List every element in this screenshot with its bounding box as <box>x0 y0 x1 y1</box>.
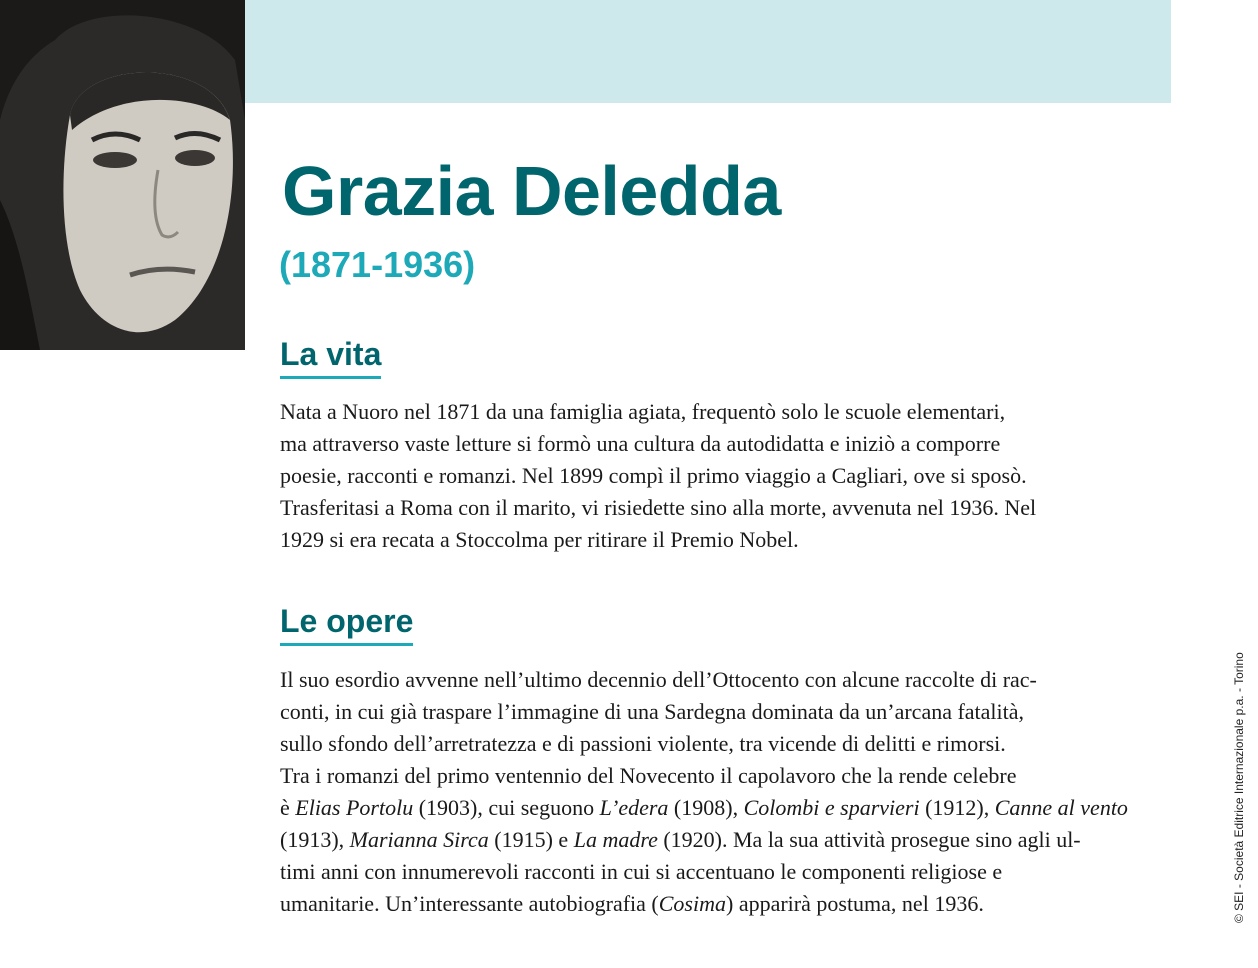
text-line <box>280 888 1171 920</box>
text-run: è <box>280 795 296 820</box>
text-run: (1913), <box>280 827 350 852</box>
portrait-image <box>0 0 245 350</box>
work-title: Colombi e sparvieri <box>743 795 920 820</box>
work-title: Elias Portolu <box>295 795 414 820</box>
work-title: Marianna Sirca <box>349 827 489 852</box>
text-line: Trasferitasi a Roma con il marito, vi risiedette sino alla morte, avvenuta nel 1936. Nel <box>280 495 1037 520</box>
work-title: La madre <box>573 827 658 852</box>
life-dates: (1871-1936) <box>279 244 476 285</box>
text-run: (1903), cui seguono <box>413 795 600 820</box>
text-run: Tra i romanzi del primo ventennio del Novecento il capolavoro che la rende celebre <box>280 763 1017 788</box>
author-portrait <box>0 0 245 350</box>
paragraph-le-opere <box>280 664 1171 920</box>
section-title-le-opere: Le opere <box>280 601 413 646</box>
text-run: conti, in cui già traspare l’immagine di una Sardegna dominata da un’arcana fatalità, <box>280 699 1025 724</box>
text-run: Il suo esordio avvenne nell’ultimo decennio dell’Ottocento con alcune raccolte di rac- <box>280 667 1037 692</box>
text-line <box>280 728 1171 760</box>
text-line <box>280 792 1171 824</box>
text-line: ma attraverso vaste letture si formò una cultura da autodidatta e iniziò a comporre <box>280 431 1001 456</box>
text-run: (1908), <box>668 795 744 820</box>
text-run: sullo sfondo dell’arretratezza e di passioni violente, tra vicende di delitti e rimorsi. <box>280 731 1006 756</box>
text-line <box>280 856 1171 888</box>
text-line <box>280 824 1171 856</box>
text-run: (1920). Ma la sua attività prosegue sino agli ul- <box>657 827 1081 852</box>
text-line <box>280 664 1171 696</box>
work-title: L’edera <box>599 795 669 820</box>
copyright-notice: © SEI - Società Editrice Internazionale p.a. - Torino <box>1232 652 1246 923</box>
text-run: ) apparirà postuma, nel 1936. <box>726 891 984 916</box>
header-band <box>245 0 1171 103</box>
section-title-la-vita: La vita <box>280 334 381 379</box>
page-title: Grazia Deledda <box>282 152 781 230</box>
paragraph-la-vita <box>280 396 1171 556</box>
text-run: umanitarie. Un’interessante autobiografia ( <box>280 891 659 916</box>
text-run: timi anni con innumerevoli racconti in cui si accentuano le componenti religiose e <box>280 859 1003 884</box>
text-line: poesie, racconti e romanzi. Nel 1899 compì il primo viaggio a Cagliari, ove si sposò. <box>280 463 1027 488</box>
text-run: (1912), <box>919 795 995 820</box>
text-run: (1915) e <box>488 827 574 852</box>
text-line: Nata a Nuoro nel 1871 da una famiglia agiata, frequentò solo le scuole elementari, <box>280 399 1006 424</box>
work-title: Cosima <box>658 891 726 916</box>
work-title: Canne al vento <box>994 795 1128 820</box>
text-line <box>280 760 1171 792</box>
text-line <box>280 696 1171 728</box>
text-line: 1929 si era recata a Stoccolma per ritirare il Premio Nobel. <box>280 527 799 552</box>
